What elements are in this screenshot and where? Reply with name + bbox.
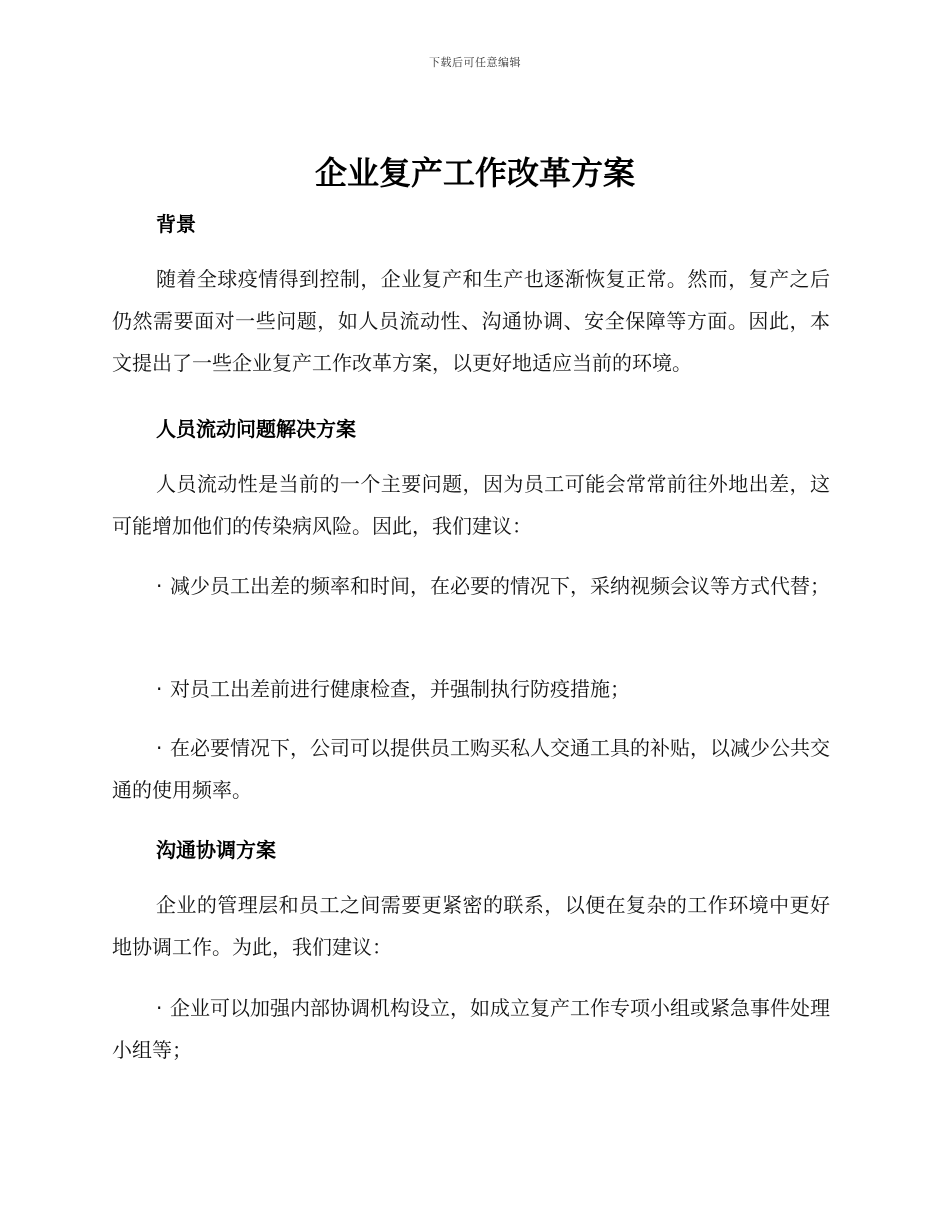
bullet-marker: ·	[156, 736, 163, 760]
document-title: 企业复产工作改革方案	[314, 154, 635, 192]
list-item	[112, 727, 830, 811]
list-item-text: 企业可以加强内部协调机构设立，如成立复产工作专项小组或紧急事件处理小组等；	[112, 996, 830, 1062]
paragraph-background: 随着全球疫情得到控制，企业复产和生产也逐渐恢复正常。然而，复产之后仍然需要面对一些问题，如人员流动性、沟通协调、安全保障等方面。因此，本文提出了一些企业复产工作改革方案，以更好地适应当前的环境。	[112, 267, 830, 375]
bullet-marker: ·	[156, 677, 163, 701]
list-item-text: 减少员工出差的频率和时间，在必要的情况下，采纳视频会议等方式代替；	[170, 574, 830, 598]
paragraph-mobility: 人员流动性是当前的一个主要问题，因为员工可能会常常前往外地出差，这可能增加他们的传染病风险。因此，我们建议：	[112, 472, 830, 538]
list-item-text: 对员工出差前进行健康检查，并强制执行防疫措施；	[170, 677, 630, 701]
bullet-marker: ·	[156, 574, 163, 598]
list-item-text: 在必要情况下，公司可以提供员工购买私人交通工具的补贴，以减少公共交通的使用频率。	[112, 736, 830, 802]
list-item	[112, 668, 830, 710]
bullet-marker: ·	[156, 996, 163, 1020]
section-heading-background: 背景	[156, 212, 196, 236]
section-heading-mobility: 人员流动问题解决方案	[156, 417, 356, 441]
header-note: 下载后可任意编辑	[429, 56, 521, 69]
list-item	[112, 565, 830, 607]
section-heading-communication: 沟通协调方案	[156, 838, 276, 862]
paragraph-communication: 企业的管理层和员工之间需要更紧密的联系，以便在复杂的工作环境中更好地协调工作。为此，我们建议：	[112, 893, 830, 959]
list-item	[112, 987, 830, 1071]
